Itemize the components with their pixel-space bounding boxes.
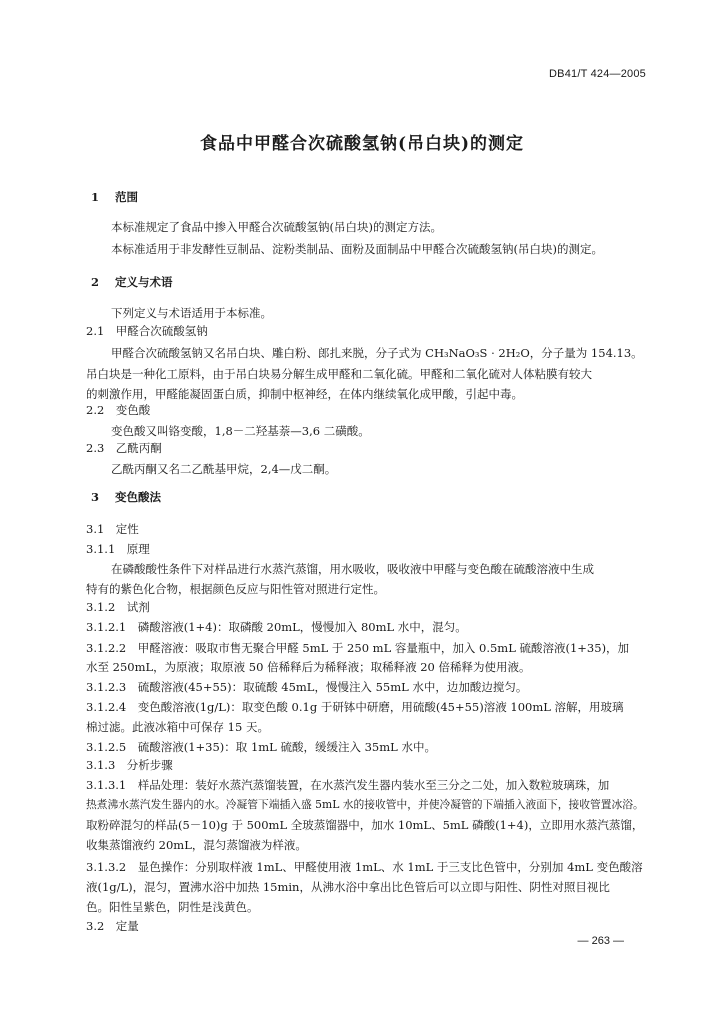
section-heading (91, 492, 161, 504)
section-heading (91, 277, 173, 289)
section-title: 定义与术语 (115, 275, 173, 289)
subsection-heading: 3.1.3 分析步骤 (86, 758, 173, 772)
section-title: 范围 (115, 190, 138, 204)
subsection-heading: 2.3 乙酰丙酮 (86, 441, 162, 455)
subsection-heading: 3.1 定性 (86, 522, 139, 536)
paragraph-line: 本标准规定了食品中掺入甲醛合次硫酸氢钠(吊白块)的测定方法。 (111, 220, 442, 234)
paragraph-line: 热煮沸水蒸汽发生器内的水。冷凝管下端插入盛 5mL 水的接收管中，并使冷凝管的下端插入液面下，接收管置冰浴。 (86, 798, 644, 811)
page-number: — 263 — (577, 935, 624, 947)
paragraph-line: 棉过滤。此液冰箱中可保存 15 天。 (86, 720, 269, 734)
section-heading (91, 192, 138, 204)
document-title: 食品中甲醛合次硫酸氢钠(吊白块)的测定 (199, 134, 525, 154)
subsection-heading: 3.1.1 原理 (86, 542, 150, 556)
paragraph-line: 特有的紫色化合物，根据颜色反应与阳性管对照进行定性。 (86, 582, 385, 596)
standard-code: DB41/T 424—2005 (549, 68, 646, 80)
subsection-heading: 3.2 定量 (86, 919, 139, 933)
paragraph-line: 乙酰丙酮又名二乙酰基甲烷，2,4—戊二酮。 (111, 462, 337, 476)
paragraph-line: 的刺激作用，甲醛能凝固蛋白质，抑制中枢神经，在体内继续氧化成甲酸，引起中毒。 (86, 387, 523, 401)
paragraph-line: 3.1.2.5 硫酸溶液(1+35)：取 1mL 硫酸，缓缓注入 35mL 水中。 (86, 740, 436, 754)
paragraph-line: 色。阳性呈紫色，阴性是浅黄色。 (86, 900, 259, 914)
subsection-heading: 2.2 变色酸 (86, 403, 151, 417)
paragraph-line: 水至 250mL，为原液；取原液 50 倍稀释后为稀释液；取稀释液 20 倍稀释为使用液。 (86, 660, 531, 674)
paragraph-line: 3.1.2.3 硫酸溶液(45+55)：取硫酸 45mL，慢慢注入 55mL 水中，边加酸边搅匀。 (86, 680, 528, 694)
section-title: 变色酸法 (115, 490, 161, 504)
paragraph-line: 下列定义与术语适用于本标准。 (111, 306, 272, 320)
paragraph-line: 在磷酸酸性条件下对样品进行水蒸汽蒸馏，用水吸收，吸收液中甲醛与变色酸在硫酸溶液中生成 (111, 562, 594, 576)
paragraph-line: 3.1.3.2 显色操作：分别取样液 1mL、甲醛使用液 1mL、水 1mL 于三支比色管中，分别加 4mL 变色酸溶 (86, 860, 643, 874)
section-number: 3 (91, 490, 100, 504)
subsection-heading: 2.1 甲醛合次硫酸氢钠 (86, 324, 208, 338)
paragraph-line: 3.1.3.1 样品处理：装好水蒸汽蒸馏装置，在水蒸汽发生器内装水至三分之二处，加入数粒玻璃珠，加 (86, 778, 610, 792)
paragraph-line: 本标准适用于非发酵性豆制品、淀粉类制品、面粉及面制品中甲醛合次硫酸氢钠(吊白块)的测定。 (111, 242, 603, 256)
paragraph-line: 甲醛合次硫酸氢钠又名吊白块、雕白粉、郎扎来脱，分子式为 CH₃NaO₃S · 2H₂O，分子量为 154.13。 (111, 346, 643, 360)
section-number: 1 (91, 190, 100, 204)
section-number: 2 (91, 275, 100, 289)
paragraph-line: 3.1.2.4 变色酸溶液(1g/L)：取变色酸 0.1g 于研钵中研磨，用硫酸(45+55)溶液 100mL 溶解，用玻璃 (86, 700, 624, 714)
paragraph-line: 3.1.2.1 磷酸溶液(1+4)：取磷酸 20mL，慢慢加入 80mL 水中，混匀。 (86, 620, 467, 634)
subsection-heading: 3.1.2 试剂 (86, 600, 150, 614)
paragraph-line: 取粉碎混匀的样品(5－10)g 于 500mL 全玻蒸馏器中，加水 10mL、5mL 磷酸(1+4)，立即用水蒸汽蒸馏， (86, 818, 644, 832)
paragraph-line: 收集蒸馏液约 20mL，混匀蒸馏液为样液。 (86, 838, 307, 852)
paragraph-line: 吊白块是一种化工原料，由于吊白块易分解生成甲醛和二氧化硫。甲醛和二氧化硫对人体粘膜有较大 (86, 367, 592, 381)
paragraph-line: 3.1.2.2 甲醛溶液：吸取市售无聚合甲醛 5mL 于 250 mL 容量瓶中，加入 0.5mL 硫酸溶液(1+35)，加 (86, 641, 630, 655)
paragraph-line: 变色酸又叫铬变酸，1,8－二羟基萘—3,6 二磺酸。 (111, 424, 370, 438)
paragraph-line: 液(1g/L)，混匀，置沸水浴中加热 15min，从沸水浴中拿出比色管后可以立即与阳性、阴性对照目视比 (86, 880, 610, 894)
